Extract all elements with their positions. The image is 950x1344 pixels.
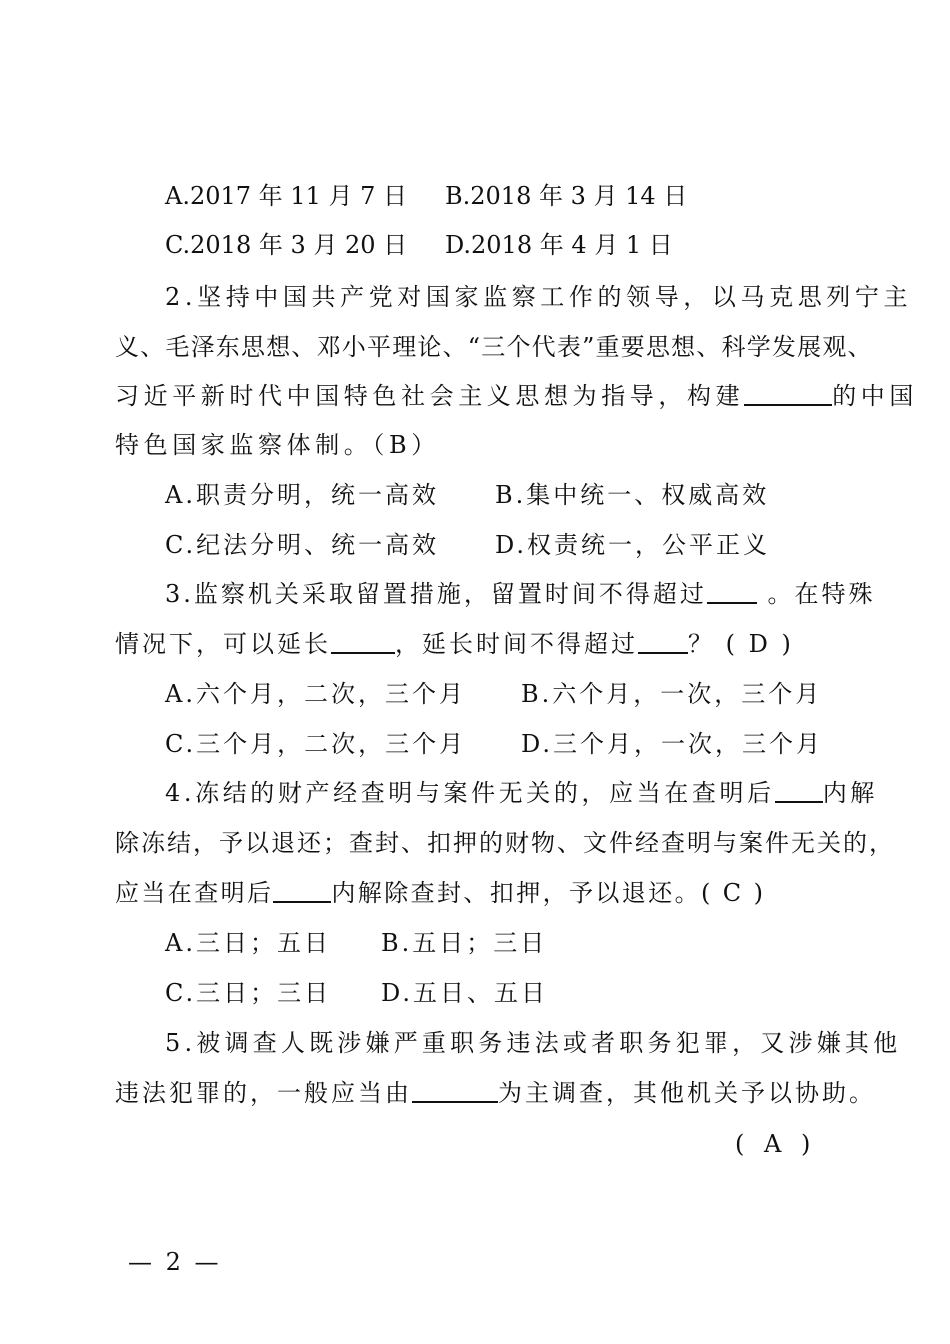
q4-stem-text-after-blank: 内解 [822,779,878,807]
q5-stem-line-2 [115,1077,950,1109]
q5-answer-mark: ( A ) [735,1130,817,1158]
q3-extension-time-blank [638,630,688,654]
q2-stem-line-3 [115,380,950,412]
q3-extension-count-blank [331,630,395,654]
q2-option-c: C.纪法分明、统一高效 [165,531,440,559]
q5-lead-agency-blank [412,1079,498,1103]
q1-option-b: B.2018 年 3 月 14 日 [445,182,688,210]
q3-option-b: B.六个月，一次，三个月 [521,680,823,708]
q2-stem-line-1: 2.坚持中国共产党对国家监察工作的领导，以马克思列宁主 [165,283,913,311]
q2-option-a: A.职责分明，统一高效 [165,481,439,509]
q4-release-time-blank [273,879,331,903]
q4-stem-line-2: 除冻结，予以退还；查封、扣押的财物、文件经查明与案件无关的， [115,829,895,857]
q3-option-c: C.三个月，二次，三个月 [165,730,467,758]
q5-stem-text-before-blank: 违法犯罪的，一般应当由 [115,1079,412,1107]
q3-stem-text-after-blank: 。在特殊 [756,580,876,608]
q2-option-d: D.权责统一，公平正义 [495,531,771,559]
page-number: — 2 — [128,1248,222,1276]
q2-stem-line-2: 义、毛泽东思想、邓小平理论、“三个代表”重要思想、科学发展观、 [115,333,873,361]
q3-option-d: D.三个月，一次，三个月 [521,730,824,758]
q5-stem-text-after-blank: 为主调查，其他机关予以协助。 [498,1079,876,1107]
q2-option-b: B.集中统一、权威高效 [495,481,770,509]
q4-option-a: A.三日；五日 [165,929,331,957]
q4-stem-text-before-blank-2: 应当在查明后 [115,879,274,907]
q4-stem-text-after-blank-2: 内解除查封、扣押，予以退还。( C ) [331,879,766,907]
q4-stem-line-3 [115,877,950,909]
q1-option-d: D.2018 年 4 月 1 日 [445,231,673,259]
q3-answer-mark: ？ ( D ) [688,630,794,658]
q5-stem-line-1: 5.被调查人既涉嫌严重职务违法或者职务犯罪，又涉嫌其他 [165,1029,902,1057]
q3-stem-text-before-blank: 3.监察机关采取留置措施，留置时间不得超过 [165,580,707,608]
q1-option-a: A.2017 年 11 月 7 日 [165,182,407,210]
q2-stem-line-4: 特色国家监察体制。（B） [115,431,440,459]
q3-stem-line-2 [115,628,950,660]
q3-stem-text-extend-limit: ，延长时间不得超过 [395,630,638,658]
q2-answer-blank [744,382,832,406]
q3-detention-time-blank [707,580,757,604]
q2-stem-text-before-blank: 习近平新时代中国特色社会主义思想为指导，构建 [115,382,745,410]
q4-stem-text-before-blank: 4.冻结的财产经查明与案件无关的，应当在查明后 [165,779,775,807]
q2-stem-text-after-blank: 的中国 [832,382,919,410]
q4-stem-line-1 [165,777,950,809]
q3-option-a: A.六个月，二次，三个月 [165,680,466,708]
q4-option-d: D.五日、五日 [381,979,549,1007]
q1-option-c: C.2018 年 3 月 20 日 [165,231,408,259]
q4-option-c: C.三日；三日 [165,979,332,1007]
q3-stem-text-extend: 情况下，可以延长 [115,630,331,658]
q3-stem-line-1 [165,578,950,610]
q4-option-b: B.五日；三日 [381,929,548,957]
q4-unfreeze-time-blank [775,779,823,803]
